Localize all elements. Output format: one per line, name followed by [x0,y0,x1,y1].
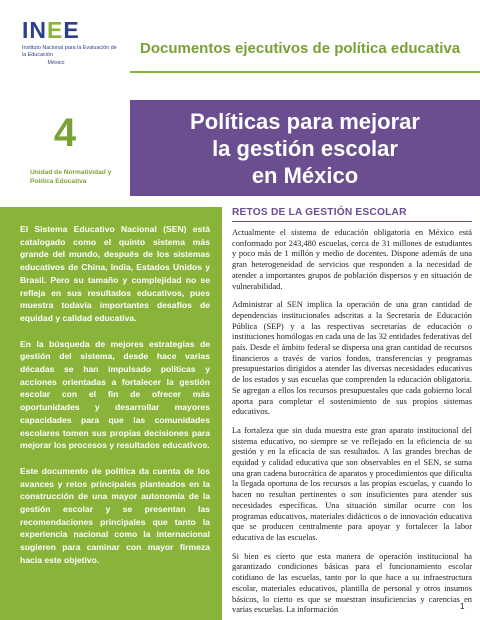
body-column [232,228,472,620]
title-band [130,100,480,196]
body-paragraph: Administrar al SEN implica la operación de una gran cantidad de dependencias institucionales adscritas a la Secretaría de Educación Pública (SEP) y a las respectivas secretarías de educación o instituciones homólogas en cada una de las 32 entidades federativas del país. Desde el ámbito federal se dispersa una gran cantidad de recursos financieros a través de varios fondos, transferencias y programas presupuestarios dirigidos a atender las diversas necesidades educativas de los estados y sus escuelas que comprenden la educación obligatoria. Se agregan a ellos los recursos presupuestales que cada gobierno local aporta para completar el sostenimiento de sus propios sistemas educativos. [232,300,472,417]
summary-paragraph: En la búsqueda de mejores estrategias de gestión del sistema, desde hace varias décadas se han impulsado políticas y acciones orientadas a fortalecer la gestión escolar con el fin de ofrecer más oportunidades y desarrollar mayores capacidades para que las comunidades escolares tomen sus propias decisiones para mejorar los procesos y resultados educativos. [20,338,210,451]
logo-wordmark: INEE [22,17,80,43]
body-paragraph: Si bien es cierto que esta manera de operación institucional ha garantizado condiciones básicas para el funcionamiento escolar cotidiano de las escuelas, tanto por lo que hace a su infraestructura escolar, materiales educativos, plantilla de personal y otros insumos básicos, lo cierto es que se muestran insuficiencias y carencias en varias escuelas. La información [232,551,472,615]
title-line-3: en México [251,163,359,188]
document-number: 4 [53,111,77,155]
logo-subtitle: Instituto Nacional para la Evaluación de la Educación [22,45,117,58]
header-rule [130,71,480,73]
title-line-1: Políticas para mejorar [190,109,420,134]
document-title [130,108,480,189]
body-paragraph: Actualmente el sistema de educación obligatoria en México está conformado por 243,480 escuelas, cerca de 31 millones de estudiantes y poco más de 1 millón y medio de docentes. Dispone además de una gran heterogeneidad de servicios que responden a la necesidad de atender a importantes grupos de población dispersos y en situación de vulnerabilidad. [232,228,472,291]
document-number-block [0,100,130,196]
section-rule [232,221,472,222]
page-number: 1 [460,602,465,611]
series-title: Documentos ejecutivos de política educativa [140,40,461,57]
inee-logo [22,18,122,66]
section-heading: RETOS DE LA GESTIÓN ESCOLAR [232,207,407,218]
body-paragraph: La fortaleza que sin duda muestra este gran aparato institucional del sistema educativo, no siempre se ve reflejado en la eficiencia de su gestión y en la eficacia de sus resultados. A las grandes brechas de equidad y calidad educativa que son observables en el SEN, se suma una gran cadena burocrática de aparatos y procedimientos que dificulta la llegada oportuna de los recursos a las propias escuelas, y cuando lo hacen no resultan pertinentes o son insuficientes para atender sus necesidades específicas. Una situación similar ocurre con los programas educativos, materiales didácticos o de innovación educativa que se producen centralmente para apoyar y fortalecer la labor educativa de las escuelas. [232,425,472,542]
summary-sidebar [0,207,222,620]
logo-country: México [47,60,65,66]
summary-paragraph: Este documento de política da cuenta de los avances y retos principales planteados en la construcción de una mayor autonomía de la gestión escolar y se presentan las recomendaciones principales que tanto la experiencia nacional como la internacional sugieren para caminar con mayor firmeza hacia este objetivo. [20,465,210,565]
summary-paragraph: El Sistema Educativo Nacional (SEN) está catalogado como el quinto sistema más grande del mundo, después de los sistemas educativos de China, India, Estados Unidos y Brasil. Pero su tamaño y complejidad no se refleja en sus resultados educativos, pues muestra todavía importantes desafíos de equidad y calidad educativa. [20,224,210,323]
unit-label: Unidad de Normatividad y Política Educativa [30,169,112,185]
title-line-2: la gestión escolar [212,136,398,161]
